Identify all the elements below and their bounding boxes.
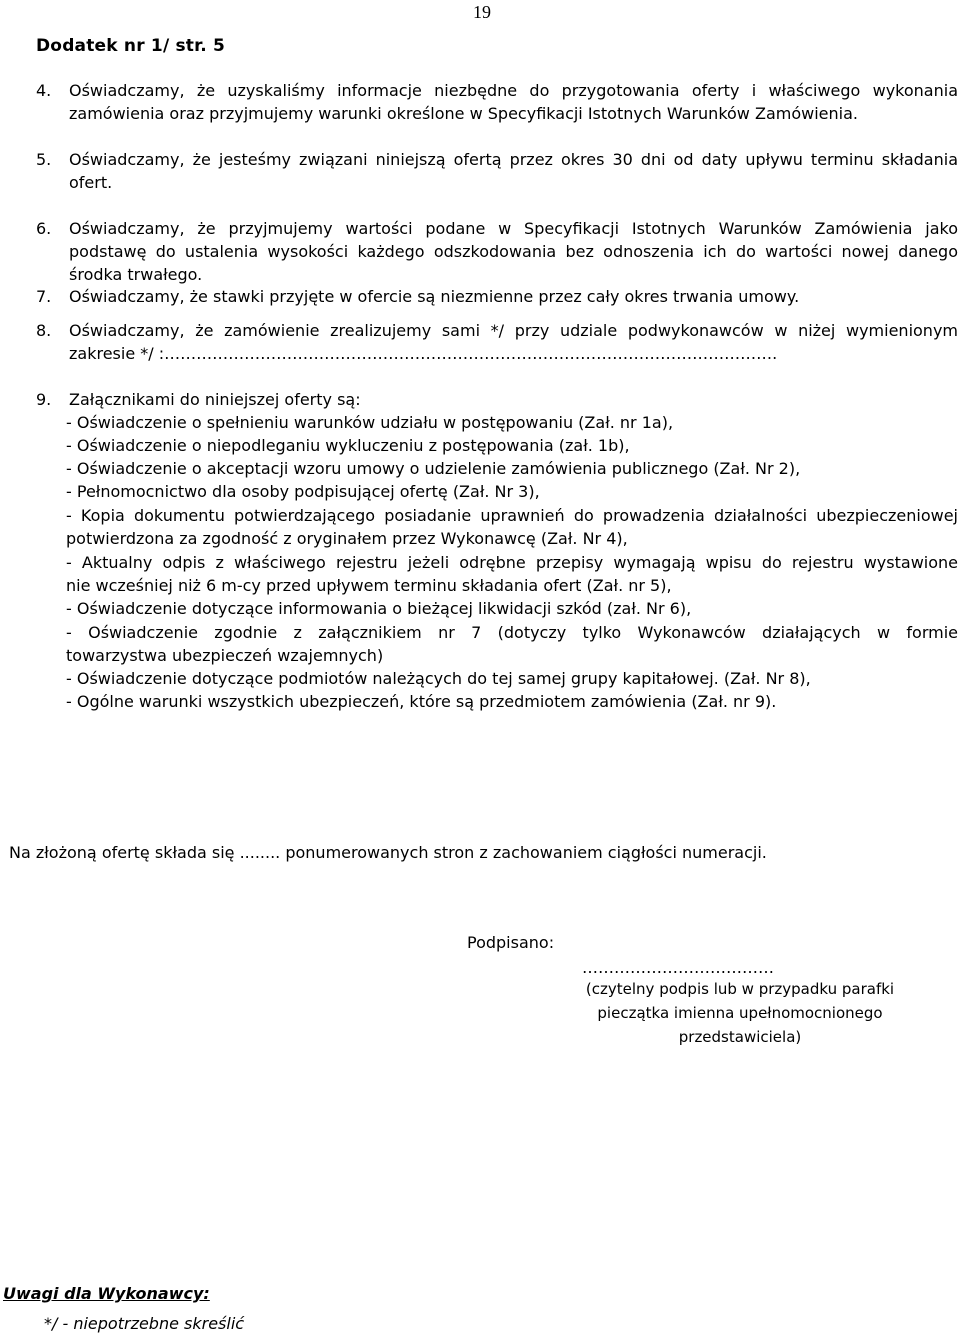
attachment-text: - Kopia dokumentu potwierdzającego posiadanie uprawnień do prowadzenia działalności ubezpieczeniowej bbox=[66, 506, 958, 525]
attachment-text-continuation: potwierdzona za zgodność z oryginałem przez Wykonawcę (Zał. Nr 4), bbox=[66, 529, 628, 548]
item-number: 9. bbox=[36, 390, 52, 409]
attachment-item: - Oświadczenie dotyczące informowania o bieżącej likwidacji szkód (zał. Nr 6), bbox=[66, 599, 692, 618]
item-text-line: Oświadczamy, że jesteśmy związani niniejszą ofertą przez okres 30 dni od daty upływu terminu składania bbox=[69, 150, 958, 169]
declaration-item-8 bbox=[36, 319, 958, 365]
attachment-text-continuation: towarzystwa ubezpieczeń wzajemnych) bbox=[66, 646, 384, 665]
attachment-item: - Oświadczenie o niepodleganiu wykluczeniu z postępowania (zał. 1b), bbox=[66, 436, 630, 455]
attachments-list bbox=[36, 411, 958, 713]
signature-note bbox=[580, 977, 900, 1049]
item-text-line: Oświadczamy, że stawki przyjęte w ofercie są niezmienne przez cały okres trwania umowy. bbox=[69, 287, 800, 306]
item-text-line: Oświadczamy, że przyjmujemy wartości podane w Specyfikacji Istotnych Warunków Zamówienia jako bbox=[69, 219, 958, 238]
remarks-title: Uwagi dla Wykonawcy: bbox=[3, 1284, 210, 1303]
page-number: 19 bbox=[473, 2, 491, 22]
declaration-item-7 bbox=[36, 285, 958, 308]
remarks-note: */ - niepotrzebne skreślić bbox=[44, 1314, 245, 1333]
attachment-text: - Oświadczenie zgodnie z załącznikiem nr 7 (dotyczy tylko Wykonawców działających w formie bbox=[66, 623, 958, 642]
declaration-item-9 bbox=[36, 388, 958, 411]
item-number: 5. bbox=[36, 150, 52, 169]
attachment-item bbox=[66, 551, 958, 597]
item-text-line: środka trwałego. bbox=[69, 265, 203, 284]
item-number: 8. bbox=[36, 321, 52, 340]
attachment-item: - Oświadczenie o akceptacji wzoru umowy o udzielenie zamówienia publicznego (Zał. Nr 2), bbox=[66, 459, 801, 478]
attachment-text: - Aktualny odpis z właściwego rejestru jeżeli odrębne przepisy wymagają wpisu do rejestru wystawione bbox=[66, 553, 958, 572]
item-number: 7. bbox=[36, 287, 52, 306]
declaration-item-5 bbox=[36, 148, 958, 194]
signature-note-line: pieczątka imienna upełnomocnionego bbox=[597, 1004, 883, 1022]
signature-note-line: (czytelny podpis lub w przypadku parafki bbox=[585, 980, 895, 998]
item-text-line: zamówienia oraz przyjmujemy warunki określone w Specyfikacji Istotnych Warunków Zamówienia. bbox=[69, 104, 858, 123]
signed-label: Podpisano: bbox=[467, 933, 555, 952]
item-text-line: ofert. bbox=[69, 173, 113, 192]
attachment-item: - Ogólne warunki wszystkich ubezpieczeń, które są przedmiotem zamówienia (Zał. nr 9). bbox=[66, 692, 777, 711]
attachment-item bbox=[66, 504, 958, 550]
attachment-text-continuation: nie wcześniej niż 6 m-cy przed upływem terminu składania ofert (Zał. nr 5), bbox=[66, 576, 672, 595]
signature-note-line: przedstawiciela) bbox=[678, 1028, 802, 1046]
attachment-item bbox=[66, 621, 958, 667]
item-text-line: Oświadczamy, że zamówienie zrealizujemy sami */ przy udziale podwykonawców w niżej wymienionym bbox=[69, 321, 958, 340]
item-text-line: zakresie */ :……………………………………………………………………………………………………. bbox=[69, 344, 778, 363]
item-text-line: podstawę do ustalenia wysokości każdego odszkodowania bez odnoszenia ich do wartości nowej danego bbox=[69, 242, 958, 261]
signature-line: ……………………………… bbox=[582, 958, 774, 977]
document-header: Dodatek nr 1/ str. 5 bbox=[36, 36, 226, 56]
page-count-statement: Na złożoną ofertę składa się ........ ponumerowanych stron z zachowaniem ciągłości numeracji. bbox=[9, 843, 767, 862]
attachment-item: - Oświadczenie o spełnieniu warunków udziału w postępowaniu (Zał. nr 1a), bbox=[66, 413, 674, 432]
attachment-item: - Oświadczenie dotyczące podmiotów należących do tej samej grupy kapitałowej. (Zał. Nr 8), bbox=[66, 669, 811, 688]
item-text-line: Załącznikami do niniejszej oferty są: bbox=[69, 390, 361, 409]
declaration-item-4 bbox=[36, 79, 958, 125]
item-number: 4. bbox=[36, 81, 52, 100]
declaration-item-6 bbox=[36, 217, 958, 286]
attachment-item: - Pełnomocnictwo dla osoby podpisującej ofertę (Zał. Nr 3), bbox=[66, 482, 540, 501]
item-number: 6. bbox=[36, 219, 52, 238]
item-text-line: Oświadczamy, że uzyskaliśmy informacje niezbędne do przygotowania oferty i właściwego wykonania bbox=[69, 81, 958, 100]
